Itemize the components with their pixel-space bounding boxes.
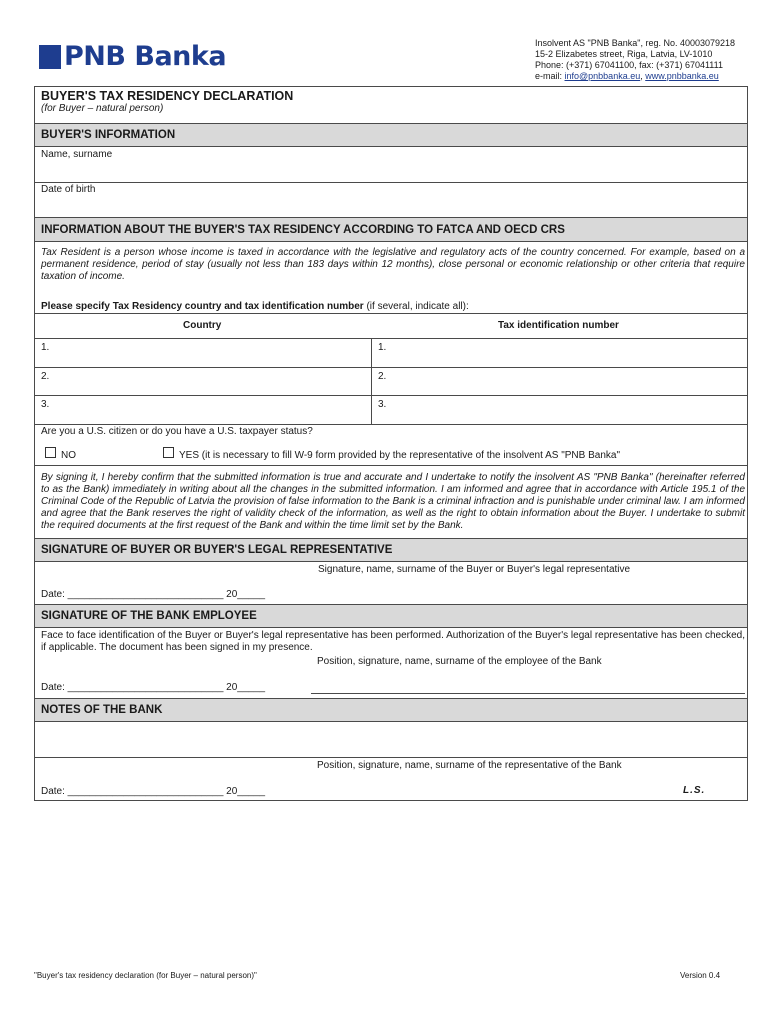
divider xyxy=(35,395,747,396)
declaration-form xyxy=(34,86,748,801)
form-subtitle: (for Buyer – natural person) xyxy=(41,103,164,114)
contact-separator: , xyxy=(640,71,646,81)
buyer-signature-caption: Signature, name, surname of the Buyer or Buyer's legal representative xyxy=(318,564,631,575)
country-field-3[interactable]: 3. xyxy=(41,399,50,410)
footer-document-name: "Buyer's tax residency declaration (for Buyer – natural person)" xyxy=(34,971,257,980)
instruction-rest: (if several, indicate all): xyxy=(363,301,469,312)
pnb-logo xyxy=(39,41,227,72)
bank-employee-signature-line[interactable] xyxy=(311,693,745,694)
tax-resident-definition: Tax Resident is a person whose income is taxed in accordance with the legislative and regulatory acts of the country concerned. For example, based on a permanent residence, period of stay (usually not less than 183 days within 12 months), close personal or economic relationship or other criteria that require taxation of income. xyxy=(41,247,745,282)
column-divider xyxy=(371,338,372,424)
us-status-yes-label: YES (it is necessary to fill W-9 form provided by the representative of the insolvent AS "PNB Banka" xyxy=(179,450,621,461)
issuer-details xyxy=(535,38,735,82)
us-status-question: Are you a U.S. citizen or do you have a U.S. taxpayer status? xyxy=(41,426,313,437)
divider xyxy=(35,313,747,314)
divider xyxy=(35,465,747,466)
buyer-info-heading: BUYER'S INFORMATION xyxy=(35,123,747,147)
logo-mark-icon xyxy=(39,45,61,69)
tax-residency-heading: INFORMATION ABOUT THE BUYER'S TAX RESIDENCY ACCORDING TO FATCA AND OECD CRS xyxy=(35,217,747,242)
us-status-no-checkbox[interactable] xyxy=(45,447,56,458)
name-surname-label: Name, surname xyxy=(41,149,113,160)
website-link[interactable]: www.pnbbanka.eu xyxy=(645,71,719,81)
bank-employee-caption: Position, signature, name, surname of the employee of the Bank xyxy=(317,656,602,667)
email-prefix: e-mail: xyxy=(535,71,565,81)
tin-field-3[interactable]: 3. xyxy=(378,399,387,410)
divider xyxy=(35,367,747,368)
logo-text: PNB Banka xyxy=(64,41,227,72)
divider xyxy=(35,757,747,758)
us-status-yes-checkbox[interactable] xyxy=(163,447,174,458)
issuer-line: Insolvent AS "PNB Banka", reg. No. 40003079218 xyxy=(535,38,736,48)
ls-stamp-placeholder: L.S. xyxy=(683,785,706,796)
notes-date[interactable]: Date: ____________________________ 20_____ xyxy=(41,786,266,797)
tin-field-2[interactable]: 2. xyxy=(378,371,387,382)
confirmation-statement: By signing it, I hereby confirm that the submitted information is true and accurate and I undertake to notify the insolvent AS "PNB Banka" (hereinafter referred to as the Bank) immediately in writing about all the changes in the submitted information. I am informed and agree that in accordance with Article 195.1 of the Criminal Code of the Republic of Latvia the provision of false information to the Bank is a criminal infraction and is punishable under criminal law. I am informed and agree that the Bank reserves the right of validity check of the information, as well as the right to obtain information about the Buyer. I undertake to submit the required documents at the first request of the Bank and within the time limit set by the Bank. xyxy=(41,472,745,531)
footer-version: Version 0.4 xyxy=(680,971,721,980)
issuer-phone: Phone: (+371) 67041100, fax: (+371) 67041111 xyxy=(535,60,723,70)
column-header-country: Country xyxy=(183,320,222,331)
bank-employee-date[interactable]: Date: ____________________________ 20_____ xyxy=(41,682,266,693)
date-of-birth-label: Date of birth xyxy=(41,184,96,195)
us-status-no-label: NO xyxy=(61,450,76,461)
tin-field-1[interactable]: 1. xyxy=(378,342,387,353)
country-field-2[interactable]: 2. xyxy=(41,371,50,382)
email-link[interactable]: info@pnbbanka.eu xyxy=(564,71,641,81)
bank-employee-heading: SIGNATURE OF THE BANK EMPLOYEE xyxy=(35,604,747,628)
country-field-1[interactable]: 1. xyxy=(41,342,50,353)
divider xyxy=(35,182,747,183)
bank-employee-statement: Face to face identification of the Buyer or Buyer's legal representative has been performed. Authorization of the Buyer's legal representative has been checked, if applicable. The document has been signed in my presence. xyxy=(41,630,745,653)
instruction-bold: Please specify Tax Residency country and tax identification number xyxy=(41,301,364,312)
issuer-address: 15-2 Elizabetes street, Riga, Latvia, LV-1010 xyxy=(535,49,713,59)
tax-residency-instruction xyxy=(41,301,469,313)
divider xyxy=(35,338,747,339)
notes-heading: NOTES OF THE BANK xyxy=(35,698,747,722)
issuer-contacts xyxy=(535,71,735,82)
column-header-tin: Tax identification number xyxy=(498,320,619,331)
form-title: BUYER'S TAX RESIDENCY DECLARATION xyxy=(41,89,294,103)
notes-caption: Position, signature, name, surname of the representative of the Bank xyxy=(317,760,622,771)
buyer-signature-date[interactable]: Date: ____________________________ 20_____ xyxy=(41,589,266,600)
divider xyxy=(35,424,747,425)
buyer-signature-heading: SIGNATURE OF BUYER OR BUYER'S LEGAL REPRESENTATIVE xyxy=(35,538,747,562)
